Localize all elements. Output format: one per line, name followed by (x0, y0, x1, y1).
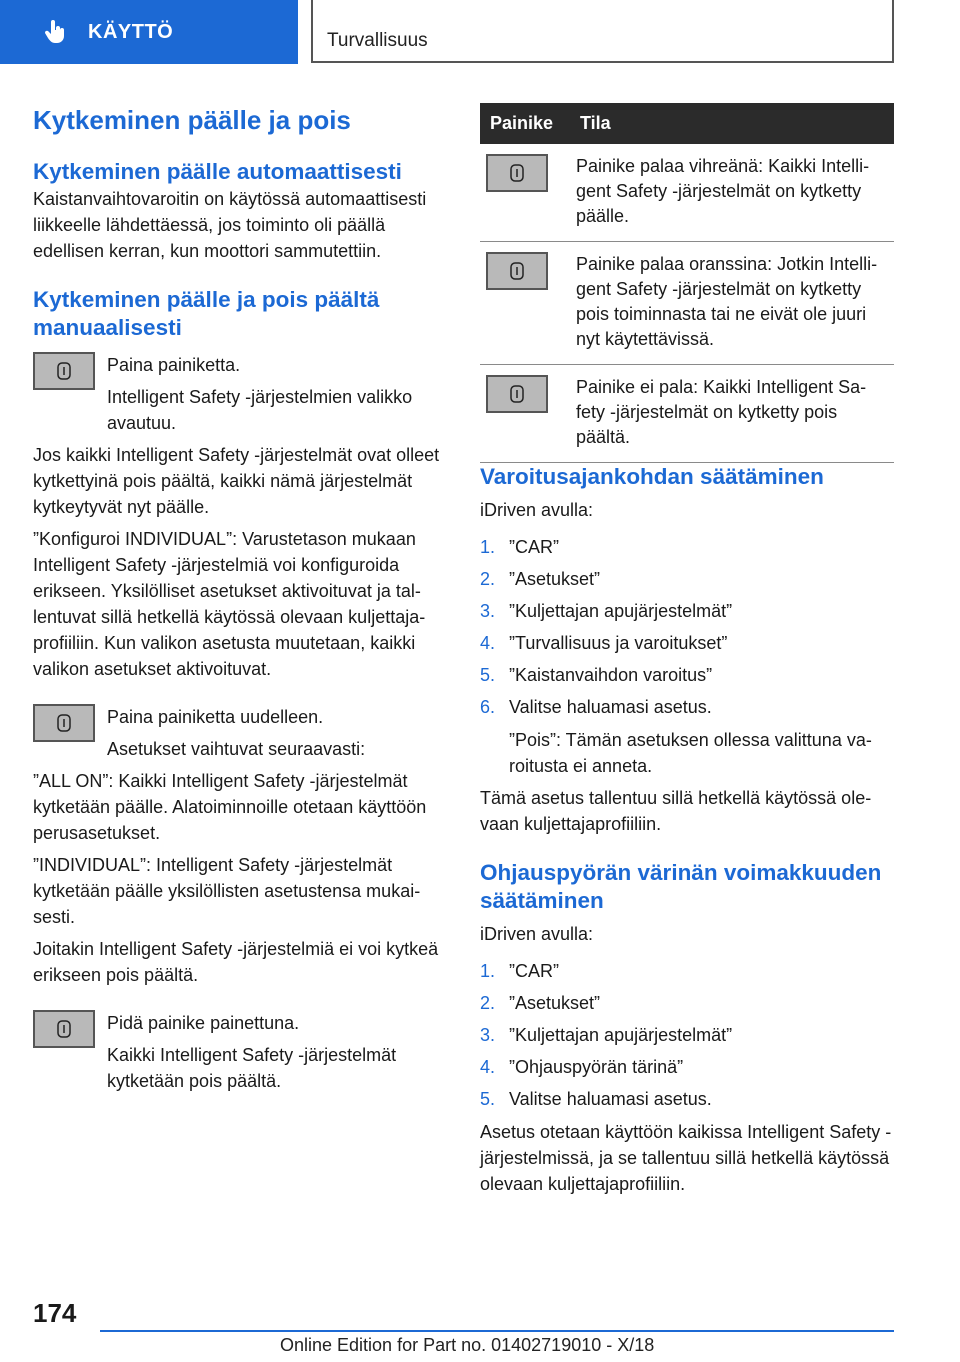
press-again-row (33, 704, 449, 762)
list-item: 2. ”Asetukset” (480, 569, 601, 589)
edition-text: Online Edition for Part no. 01402719010 - X/18 (280, 1335, 655, 1355)
paragraph-some: Joitakin Intelligent Safety -järjestelmiä ei voi kytkeä erikseen pois päältä. (33, 939, 439, 985)
hand-pointer-icon (42, 19, 68, 45)
heading-manual: Kytkeminen päälle ja pois päältä manuaalisesti (33, 287, 380, 340)
list-item: 1. ”CAR” (480, 537, 559, 557)
right-column (480, 463, 896, 1203)
state-description: Painike palaa vihreänä: Kaikki Intelligent Safety -järjestelmät on kytketty päälle. (570, 144, 894, 242)
off-note: ”Pois”: Tämän asetuksen ollessa valittuna varoitusta ei anneta. (509, 730, 872, 776)
column-header-state: Tila (570, 103, 894, 144)
press-button-row (33, 352, 449, 436)
page-number: 174 (33, 1298, 77, 1328)
section-tab[interactable] (0, 0, 298, 64)
paragraph-all-on: ”ALL ON”: Kaikki Intelligent Safety -järjestelmät kytketään päälle. Alatoiminnoille otetaan käyttöön perusasetukset. (33, 771, 427, 843)
steps-warning (480, 535, 896, 720)
paragraph-auto: Kaistanvaihtovaroitin on käytössä automaattisesti liikkeelle lähdettäessä, jos toiminto oli päällä edellisen kerran, kun moottori sammutettiin. (33, 189, 427, 261)
button-state-table (480, 103, 894, 463)
safety-button-icon (33, 1010, 95, 1048)
list-item: 4. ”Ohjauspyörän tärinä” (480, 1057, 684, 1077)
paragraph-individual: ”INDIVIDUAL”: Intelligent Safety -järjestelmät kytketään päälle yksilöllisten asetustensa mukaisesti. (33, 855, 421, 927)
footer-divider (100, 1330, 894, 1332)
state-description: Painike palaa oranssina: Jotkin Intelligent Safety -järjestelmät on kytketty pois toiminnasta tai ne eivät ole juuri nyt käytettävissä. (570, 242, 894, 365)
hold-button-row (33, 1010, 449, 1094)
paragraph-final: Asetus otetaan käyttöön kaikissa Intelligent Safety -järjestelmissä, ja se tallentuu sillä hetkellä käytössä olevaan kuljettajaprofiiliin. (480, 1122, 892, 1194)
safety-button-icon (486, 252, 548, 290)
heading-warning-timing: Varoitusajankohdan säätäminen (480, 464, 824, 489)
list-item: 5. ”Kaistanvaihdon varoitus” (480, 665, 713, 685)
heading-on-off: Kytkeminen päälle ja pois (33, 105, 351, 135)
press-button-text: Paina painiketta. (107, 355, 241, 375)
state-description: Painike ei pala: Kaikki Intelligent Safety -järjestelmät on kytketty pois päältä. (570, 365, 894, 463)
heading-auto: Kytkeminen päälle automaattisesti (33, 159, 402, 184)
chapter-header (311, 0, 894, 63)
steps-vibration (480, 959, 896, 1112)
left-column (33, 104, 449, 1100)
safety-button-icon (486, 154, 548, 192)
list-item: 2. ”Asetukset” (480, 993, 601, 1013)
table-row (480, 242, 894, 365)
heading-vibration: Ohjauspyörän värinän voimakkuuden säätäminen (480, 860, 882, 913)
section-label: KÄYTTÖ (88, 20, 174, 43)
safety-button-icon (33, 704, 95, 742)
settings-change-text: Asetukset vaihtuvat seuraavasti: (107, 739, 366, 759)
list-item: 3. ”Kuljettajan apujärjestelmät” (480, 601, 733, 621)
hold-button-text: Pidä painike painettuna. (107, 1013, 300, 1033)
list-item: 1. ”CAR” (480, 961, 559, 981)
via-idrive-text: iDriven avulla: (480, 924, 594, 944)
paragraph-saved: Tämä asetus tallentuu sillä hetkellä käytössä olevaan kuljettajaprofiiliin. (480, 788, 872, 834)
list-item: 5. Valitse haluamasi asetus. (480, 1089, 712, 1109)
chapter-title: Turvallisuus (327, 30, 428, 51)
paragraph-configure: ”Konfiguroi INDIVIDUAL”: Varustetason mukaan Intelligent Safety -järjestelmiä voi konfiguroida erikseen. Yksilölliset asetukset aktivoituvat ja tallentuvat sillä hetkellä käytössä olevaan kuljettajaprofiiliin. Kun valikon asetusta muutetaan, kaikki valikon asetukset aktivoituvat. (33, 529, 426, 679)
list-item: 6. Valitse haluamasi asetus. (480, 697, 712, 717)
paragraph-all-off: Jos kaikki Intelligent Safety -järjestelmät ovat olleet kytkettyinä pois päältä, kaikki nämä järjestelmät kytkeytyvät nyt päälle. (33, 445, 440, 517)
safety-button-icon (33, 352, 95, 390)
via-idrive-text: iDriven avulla: (480, 500, 594, 520)
press-again-text: Paina painiketta uudelleen. (107, 707, 324, 727)
all-off-text: Kaikki Intelligent Safety -järjestelmät kytketään pois päältä. (107, 1045, 397, 1091)
list-item: 4. ”Turvallisuus ja varoitukset” (480, 633, 728, 653)
column-header-button: Painike (480, 103, 570, 144)
menu-opens-text: Intelligent Safety -järjestelmien valikko avautuu. (107, 387, 413, 433)
table-row (480, 365, 894, 463)
list-item: 3. ”Kuljettajan apujärjestelmät” (480, 1025, 733, 1045)
table-row (480, 144, 894, 242)
safety-button-icon (486, 375, 548, 413)
